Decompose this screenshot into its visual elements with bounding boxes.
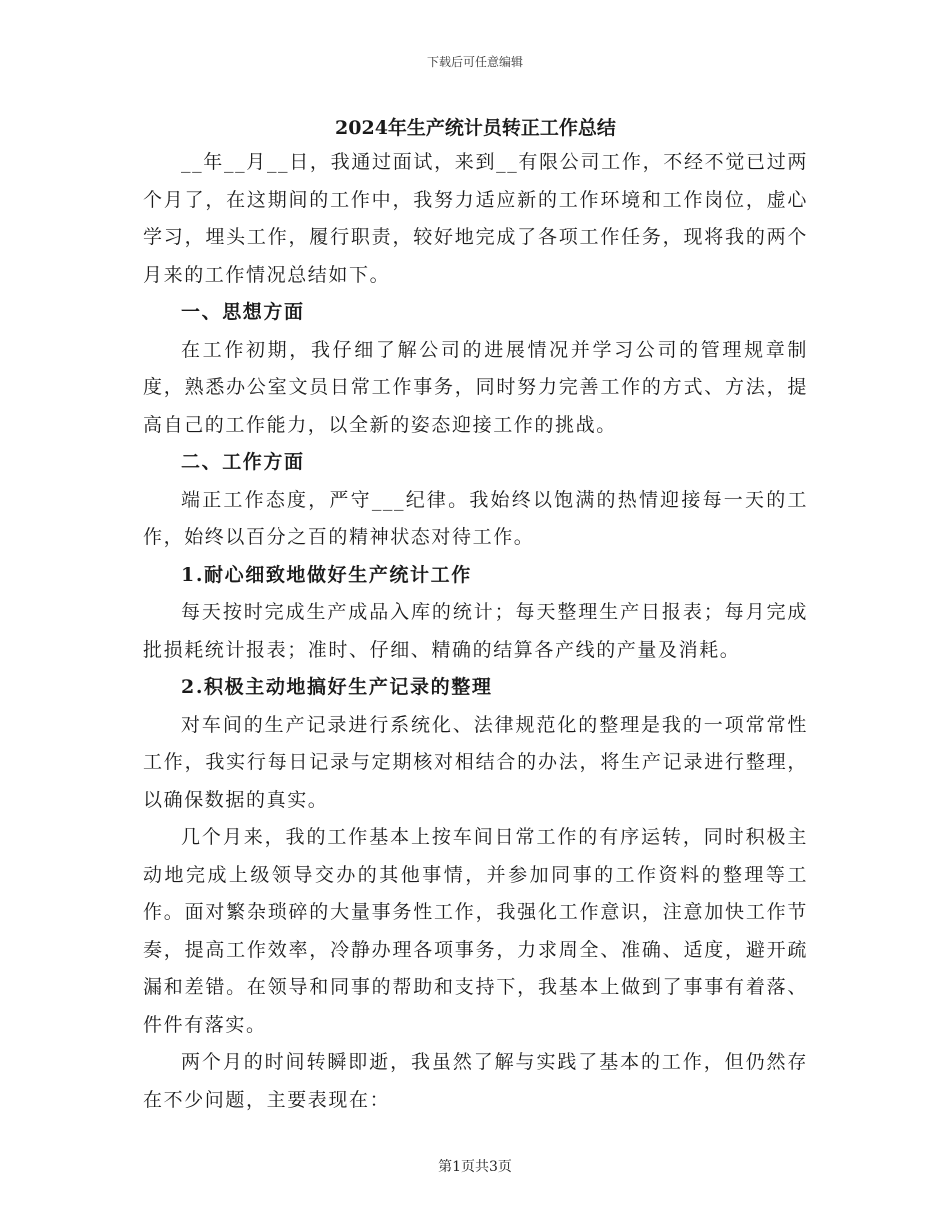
section-heading-thought: 一、思想方面 <box>181 301 305 323</box>
subheading-records: 2.积极主动地搞好生产记录的整理 <box>181 676 493 698</box>
header-note: 下载后可任意编辑 <box>426 55 523 69</box>
page-footer: 第1页共3页 <box>438 1159 512 1175</box>
paragraph-work-attitude: 端正工作态度，严守___纪律。我始终以饱满的热情迎接每一天的工作，始终以百分之百的精神状态对待工作。 <box>143 488 808 548</box>
document-title: 2024年生产统计员转正工作总结 <box>335 117 616 139</box>
paragraph-records: 对车间的生产记录进行系统化、法律规范化的整理是我的一项常常性工作，我实行每日记录与定期核对相结合的办法，将生产记录进行整理，以确保数据的真实。 <box>143 713 808 811</box>
section-heading-work: 二、工作方面 <box>181 451 305 473</box>
paragraph-thought: 在工作初期，我仔细了解公司的进展情况并学习公司的管理规章制度，熟悉办公室文员日常工作事务，同时努力完善工作的方式、方法，提高自己的工作能力，以全新的姿态迎接工作的挑战。 <box>143 338 808 436</box>
document-body <box>143 112 808 1119</box>
paragraph-intro: __年__月__日，我通过面试，来到__有限公司工作，不经不觉已过两个月了，在这期间的工作中，我努力适应新的工作环境和工作岗位，虚心学习，埋头工作，履行职责，较好地完成了各项工作任务，现将我的两个月来的工作情况总结如下。 <box>143 151 808 286</box>
subheading-statistics: 1.耐心细致地做好生产统计工作 <box>181 563 472 586</box>
paragraph-summary: 几个月来，我的工作基本上按车间日常工作的有序运转，同时积极主动地完成上级领导交办的其他事情，并参加同事的工作资料的整理等工作。面对繁杂琐碎的大量事务性工作，我强化工作意识，注意加快工作节奏，提高工作效率，冷静办理各项事务，力求周全、准确、适度，避开疏漏和差错。在领导和同事的帮助和支持下，我基本上做到了事事有着落、件件有落实。 <box>143 826 808 1036</box>
paragraph-statistics: 每天按时完成生产成品入库的统计；每天整理生产日报表；每月完成批损耗统计报表；准时、仔细、精确的结算各产线的产量及消耗。 <box>143 601 808 661</box>
paragraph-problems: 两个月的时间转瞬即逝，我虽然了解与实践了基本的工作，但仍然存在不少问题，主要表现在： <box>143 1051 808 1111</box>
